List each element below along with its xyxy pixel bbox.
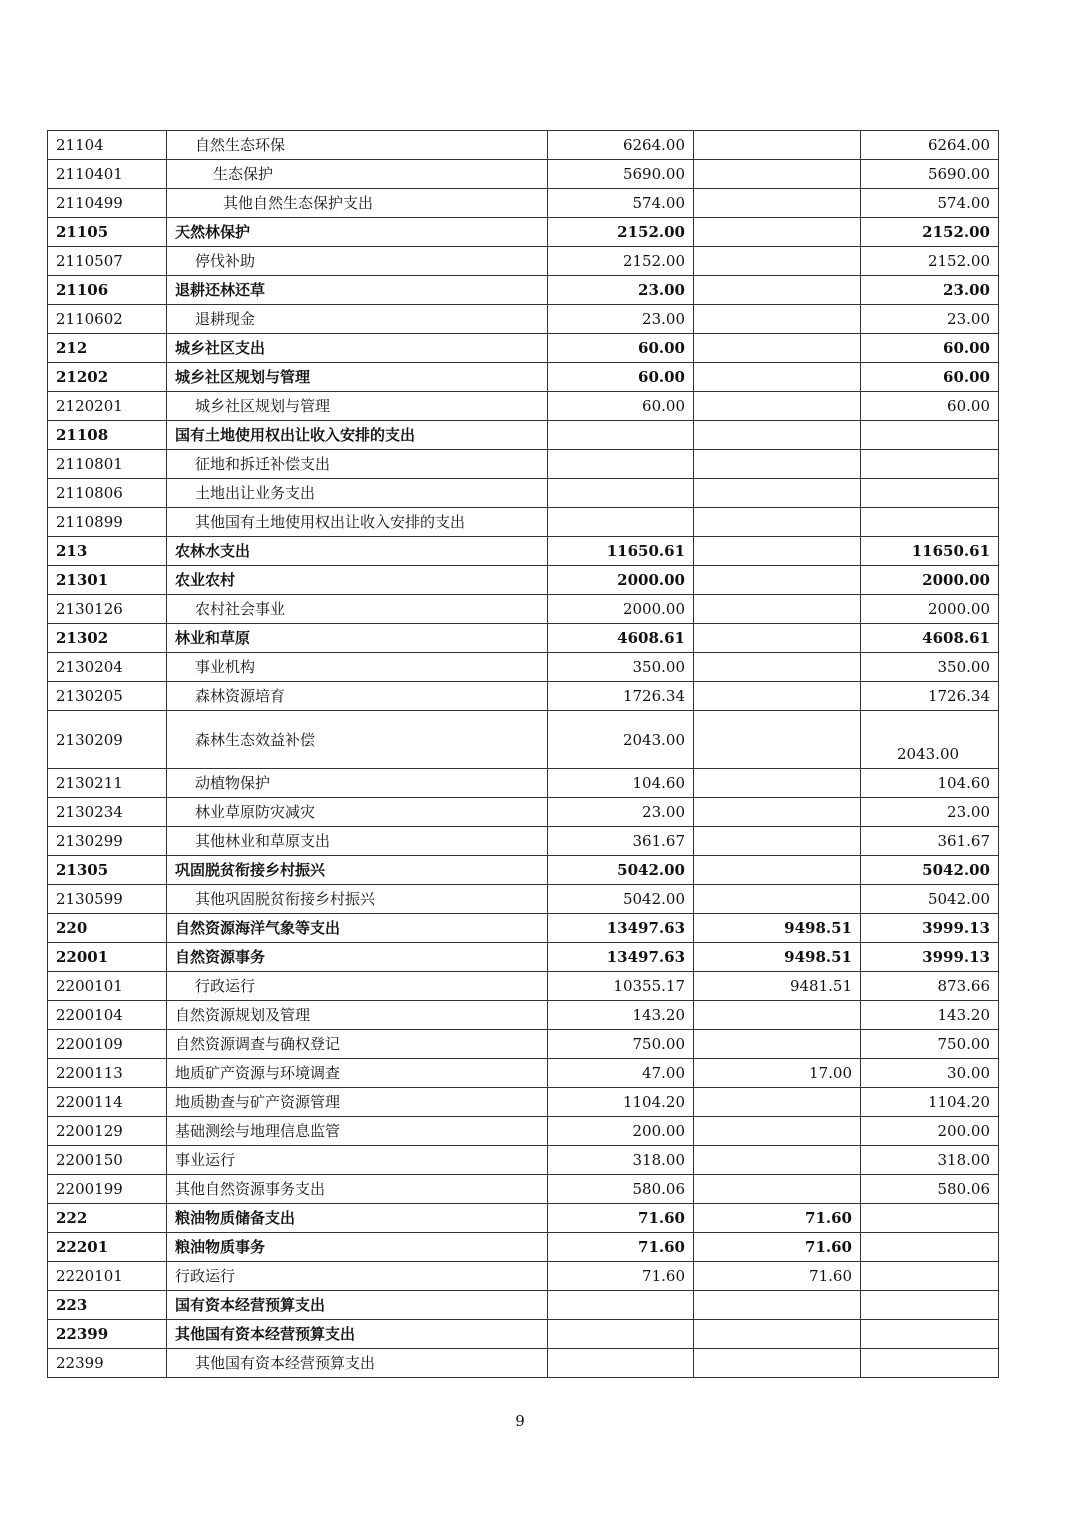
table-row: [48, 769, 999, 798]
cell-basic: [694, 711, 861, 769]
cell-total: 13497.63: [548, 914, 694, 943]
table-row: [48, 682, 999, 711]
cell-basic: [694, 566, 861, 595]
cell-total: 6264.00: [548, 131, 694, 160]
table-body: [48, 131, 999, 1378]
cell-total: 71.60: [548, 1262, 694, 1291]
cell-project: 30.00: [861, 1059, 999, 1088]
cell-code: 2130234: [48, 798, 167, 827]
cell-name: 征地和拆迁补偿支出: [167, 450, 548, 479]
cell-total: 60.00: [548, 392, 694, 421]
cell-name: 巩固脱贫衔接乡村振兴: [167, 856, 548, 885]
cell-code: 2130126: [48, 595, 167, 624]
cell-basic: [694, 1146, 861, 1175]
cell-total: [548, 421, 694, 450]
table-row: [48, 218, 999, 247]
cell-code: 2130211: [48, 769, 167, 798]
budget-expenditure-table: [47, 130, 999, 1378]
cell-total: 2000.00: [548, 566, 694, 595]
cell-code: 212: [48, 334, 167, 363]
cell-basic: [694, 131, 861, 160]
cell-basic: [694, 769, 861, 798]
cell-name: 基础测绘与地理信息监管: [167, 1117, 548, 1146]
cell-name: 生态保护: [167, 160, 548, 189]
table-row: [48, 1146, 999, 1175]
table-row: [48, 914, 999, 943]
cell-project: 5042.00: [861, 885, 999, 914]
cell-basic: [694, 1001, 861, 1030]
cell-code: 2110507: [48, 247, 167, 276]
cell-total: 4608.61: [548, 624, 694, 653]
table-row: [48, 1262, 999, 1291]
cell-code: 2110602: [48, 305, 167, 334]
cell-code: 2130209: [48, 711, 167, 769]
table-row: [48, 798, 999, 827]
cell-name: 森林资源培育: [167, 682, 548, 711]
table-row: [48, 131, 999, 160]
cell-basic: [694, 1349, 861, 1378]
cell-project: [861, 508, 999, 537]
cell-basic: [694, 305, 861, 334]
table-row: [48, 653, 999, 682]
cell-name: 农业农村: [167, 566, 548, 595]
cell-project: 23.00: [861, 305, 999, 334]
cell-basic: [694, 1030, 861, 1059]
cell-name: 天然林保护: [167, 218, 548, 247]
cell-name: 城乡社区规划与管理: [167, 392, 548, 421]
cell-project: [861, 1204, 999, 1233]
table-row: [48, 972, 999, 1001]
cell-code: 21305: [48, 856, 167, 885]
cell-code: 2200104: [48, 1001, 167, 1030]
cell-name: 动植物保护: [167, 769, 548, 798]
cell-code: 2200150: [48, 1146, 167, 1175]
cell-name: 自然资源海洋气象等支出: [167, 914, 548, 943]
cell-total: 5042.00: [548, 856, 694, 885]
cell-basic: 9481.51: [694, 972, 861, 1001]
cell-project: [861, 1262, 999, 1291]
table-row: [48, 1291, 999, 1320]
cell-code: 2110499: [48, 189, 167, 218]
cell-basic: [694, 421, 861, 450]
cell-basic: [694, 363, 861, 392]
cell-basic: [694, 276, 861, 305]
table-row: [48, 1233, 999, 1262]
cell-code: 2220101: [48, 1262, 167, 1291]
table-row: [48, 508, 999, 537]
cell-name: 国有资本经营预算支出: [167, 1291, 548, 1320]
cell-project: 3999.13: [861, 943, 999, 972]
table-row: [48, 392, 999, 421]
cell-basic: 17.00: [694, 1059, 861, 1088]
cell-basic: 9498.51: [694, 914, 861, 943]
cell-total: 350.00: [548, 653, 694, 682]
cell-name: 地质矿产资源与环境调查: [167, 1059, 548, 1088]
cell-project: 23.00: [861, 276, 999, 305]
table-row: [48, 711, 999, 769]
cell-name: 其他自然生态保护支出: [167, 189, 548, 218]
cell-basic: 71.60: [694, 1204, 861, 1233]
cell-basic: [694, 218, 861, 247]
cell-basic: [694, 537, 861, 566]
cell-total: 11650.61: [548, 537, 694, 566]
cell-basic: [694, 160, 861, 189]
cell-basic: 71.60: [694, 1233, 861, 1262]
cell-basic: 71.60: [694, 1262, 861, 1291]
cell-code: 2130299: [48, 827, 167, 856]
cell-basic: [694, 1291, 861, 1320]
cell-project: 11650.61: [861, 537, 999, 566]
cell-total: 2000.00: [548, 595, 694, 624]
cell-code: 220: [48, 914, 167, 943]
table-row: [48, 247, 999, 276]
cell-code: 21202: [48, 363, 167, 392]
cell-name: 其他国有资本经营预算支出: [167, 1349, 548, 1378]
cell-total: 2152.00: [548, 218, 694, 247]
cell-project: 6264.00: [861, 131, 999, 160]
cell-basic: [694, 1117, 861, 1146]
cell-total: [548, 508, 694, 537]
cell-name: 农村社会事业: [167, 595, 548, 624]
table-row: [48, 450, 999, 479]
cell-basic: [694, 798, 861, 827]
table-row: [48, 1059, 999, 1088]
cell-name: 停伐补助: [167, 247, 548, 276]
cell-basic: [694, 856, 861, 885]
cell-project: [861, 421, 999, 450]
table-row: [48, 421, 999, 450]
cell-project: 2152.00: [861, 218, 999, 247]
table-row: [48, 189, 999, 218]
table-row: [48, 160, 999, 189]
cell-total: 104.60: [548, 769, 694, 798]
cell-project: 1104.20: [861, 1088, 999, 1117]
cell-total: 71.60: [548, 1204, 694, 1233]
cell-project: 60.00: [861, 392, 999, 421]
cell-basic: [694, 508, 861, 537]
table-row: [48, 595, 999, 624]
cell-basic: [694, 653, 861, 682]
cell-name: 自然资源规划及管理: [167, 1001, 548, 1030]
cell-name: 农林水支出: [167, 537, 548, 566]
cell-project: 350.00: [861, 653, 999, 682]
cell-project: 60.00: [861, 363, 999, 392]
table-row: [48, 334, 999, 363]
cell-total: 361.67: [548, 827, 694, 856]
cell-total: 200.00: [548, 1117, 694, 1146]
cell-code: 2200101: [48, 972, 167, 1001]
cell-basic: [694, 827, 861, 856]
cell-code: 2130599: [48, 885, 167, 914]
cell-name: 城乡社区规划与管理: [167, 363, 548, 392]
cell-code: 22001: [48, 943, 167, 972]
cell-total: 71.60: [548, 1233, 694, 1262]
cell-project: [861, 450, 999, 479]
cell-basic: [694, 392, 861, 421]
cell-code: 21105: [48, 218, 167, 247]
cell-total: 2043.00: [548, 711, 694, 769]
table-row: [48, 943, 999, 972]
cell-name: 事业运行: [167, 1146, 548, 1175]
cell-code: 223: [48, 1291, 167, 1320]
table-row: [48, 827, 999, 856]
cell-basic: [694, 682, 861, 711]
cell-code: 2200109: [48, 1030, 167, 1059]
table-row: [48, 566, 999, 595]
cell-name: 自然资源调查与确权登记: [167, 1030, 548, 1059]
cell-basic: [694, 885, 861, 914]
cell-code: 22399: [48, 1320, 167, 1349]
cell-project: 2000.00: [861, 595, 999, 624]
cell-code: 21106: [48, 276, 167, 305]
cell-name: 林业和草原: [167, 624, 548, 653]
table-row: [48, 537, 999, 566]
cell-project: [861, 1349, 999, 1378]
cell-total: 5042.00: [548, 885, 694, 914]
cell-code: 2130204: [48, 653, 167, 682]
cell-name: 国有土地使用权出让收入安排的支出: [167, 421, 548, 450]
cell-name: 其他自然资源事务支出: [167, 1175, 548, 1204]
cell-total: 23.00: [548, 798, 694, 827]
cell-code: 2200199: [48, 1175, 167, 1204]
cell-code: 2130205: [48, 682, 167, 711]
cell-code: 22399: [48, 1349, 167, 1378]
cell-project: 143.20: [861, 1001, 999, 1030]
cell-name: 其他林业和草原支出: [167, 827, 548, 856]
cell-total: [548, 450, 694, 479]
cell-basic: [694, 247, 861, 276]
cell-project: 60.00: [861, 334, 999, 363]
cell-project: 1726.34: [861, 682, 999, 711]
cell-project: [861, 479, 999, 508]
table-row: [48, 856, 999, 885]
cell-basic: [694, 450, 861, 479]
table-row: [48, 624, 999, 653]
cell-name: 其他国有土地使用权出让收入安排的支出: [167, 508, 548, 537]
cell-project: 2152.00: [861, 247, 999, 276]
cell-name: 事业机构: [167, 653, 548, 682]
cell-total: 10355.17: [548, 972, 694, 1001]
cell-project: 318.00: [861, 1146, 999, 1175]
cell-total: 750.00: [548, 1030, 694, 1059]
cell-project: 580.06: [861, 1175, 999, 1204]
cell-project: 104.60: [861, 769, 999, 798]
cell-project: 200.00: [861, 1117, 999, 1146]
cell-total: [548, 479, 694, 508]
table-row: [48, 1117, 999, 1146]
cell-code: 2200113: [48, 1059, 167, 1088]
cell-code: 2110806: [48, 479, 167, 508]
cell-total: [548, 1291, 694, 1320]
table-row: [48, 885, 999, 914]
table-row: [48, 1030, 999, 1059]
cell-total: 60.00: [548, 334, 694, 363]
cell-code: 222: [48, 1204, 167, 1233]
table-row: [48, 1320, 999, 1349]
cell-total: 13497.63: [548, 943, 694, 972]
cell-basic: [694, 624, 861, 653]
cell-total: [548, 1349, 694, 1378]
cell-name: 森林生态效益补偿: [167, 711, 548, 769]
cell-code: 2110801: [48, 450, 167, 479]
cell-basic: [694, 1088, 861, 1117]
cell-total: 574.00: [548, 189, 694, 218]
cell-code: 2200129: [48, 1117, 167, 1146]
cell-basic: [694, 595, 861, 624]
cell-total: 23.00: [548, 276, 694, 305]
cell-total: 23.00: [548, 305, 694, 334]
cell-basic: 9498.51: [694, 943, 861, 972]
cell-total: 580.06: [548, 1175, 694, 1204]
page-number: 9: [515, 1412, 525, 1430]
table-row: [48, 1349, 999, 1378]
cell-basic: [694, 479, 861, 508]
cell-code: 2200114: [48, 1088, 167, 1117]
cell-total: 2152.00: [548, 247, 694, 276]
cell-project: 23.00: [861, 798, 999, 827]
cell-project: [861, 1233, 999, 1262]
cell-code: 21301: [48, 566, 167, 595]
cell-name: 退耕现金: [167, 305, 548, 334]
cell-total: 1104.20: [548, 1088, 694, 1117]
cell-code: 2110401: [48, 160, 167, 189]
table-row: [48, 276, 999, 305]
cell-total: 318.00: [548, 1146, 694, 1175]
cell-project: 5042.00: [861, 856, 999, 885]
cell-project: [861, 1320, 999, 1349]
cell-project: 873.66: [861, 972, 999, 1001]
cell-name: 其他国有资本经营预算支出: [167, 1320, 548, 1349]
cell-name: 退耕还林还草: [167, 276, 548, 305]
cell-total: 1726.34: [548, 682, 694, 711]
table-row: [48, 479, 999, 508]
cell-total: 60.00: [548, 363, 694, 392]
cell-basic: [694, 1175, 861, 1204]
cell-name: 自然生态环保: [167, 131, 548, 160]
table-row: [48, 305, 999, 334]
cell-code: 213: [48, 537, 167, 566]
cell-name: 城乡社区支出: [167, 334, 548, 363]
cell-name: 粮油物质事务: [167, 1233, 548, 1262]
cell-basic: [694, 189, 861, 218]
cell-project: 750.00: [861, 1030, 999, 1059]
cell-code: 2120201: [48, 392, 167, 421]
cell-basic: [694, 1320, 861, 1349]
cell-total: 143.20: [548, 1001, 694, 1030]
cell-project: [861, 1291, 999, 1320]
cell-name: 行政运行: [167, 1262, 548, 1291]
cell-project: 2043.00: [861, 711, 999, 769]
cell-code: 21302: [48, 624, 167, 653]
cell-code: 21108: [48, 421, 167, 450]
cell-total: [548, 1320, 694, 1349]
cell-total: 47.00: [548, 1059, 694, 1088]
cell-project: 2000.00: [861, 566, 999, 595]
table-row: [48, 1088, 999, 1117]
table-row: [48, 363, 999, 392]
table-row: [48, 1001, 999, 1030]
table-row: [48, 1204, 999, 1233]
cell-project: 3999.13: [861, 914, 999, 943]
cell-project: 4608.61: [861, 624, 999, 653]
cell-code: 21104: [48, 131, 167, 160]
cell-project: 361.67: [861, 827, 999, 856]
cell-code: 22201: [48, 1233, 167, 1262]
cell-project: 5690.00: [861, 160, 999, 189]
cell-code: 2110899: [48, 508, 167, 537]
cell-name: 行政运行: [167, 972, 548, 1001]
cell-name: 土地出让业务支出: [167, 479, 548, 508]
table-row: [48, 1175, 999, 1204]
cell-basic: [694, 334, 861, 363]
cell-total: 5690.00: [548, 160, 694, 189]
cell-project: 574.00: [861, 189, 999, 218]
cell-name: 粮油物质储备支出: [167, 1204, 548, 1233]
cell-name: 林业草原防灾减灾: [167, 798, 548, 827]
cell-name: 其他巩固脱贫衔接乡村振兴: [167, 885, 548, 914]
cell-name: 自然资源事务: [167, 943, 548, 972]
cell-name: 地质勘查与矿产资源管理: [167, 1088, 548, 1117]
